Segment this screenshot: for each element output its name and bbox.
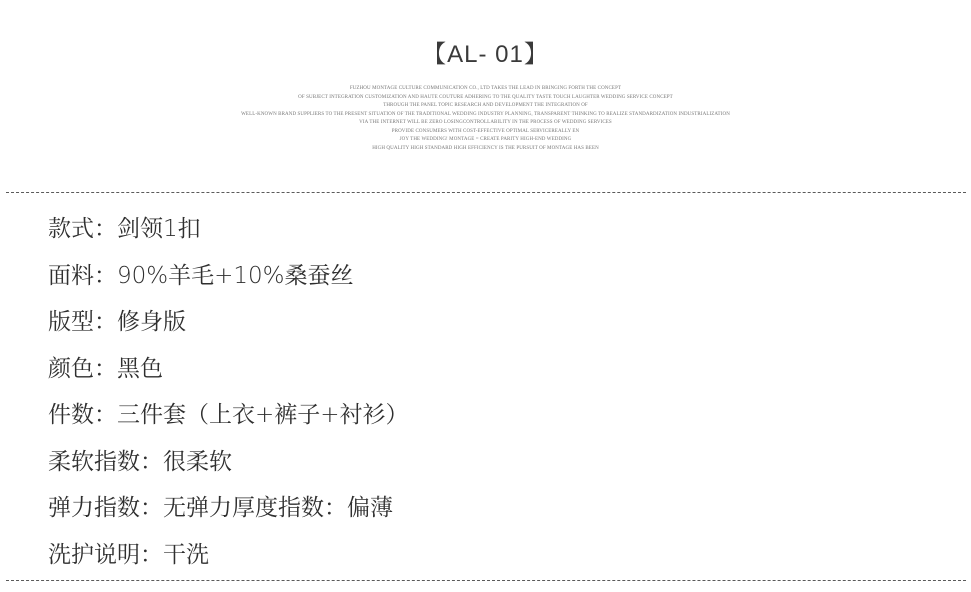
spec-label: 颜色 [48,355,94,382]
spec-care [48,532,409,579]
spec-elasticity [48,485,409,532]
tagline-line: THROUGH THE PANEL TOPIC RESEARCH AND DEVELOPMENT THE INTEGRATION OF [383,103,588,108]
spec-label: 洗护说明 [48,541,140,568]
tagline-line: HIGH QUALITY HIGH STANDARD HIGH EFFICIENCY IS THE PURSUIT OF MONTAGE HAS BEEN [372,145,599,151]
spec-value: 三件套（上衣+裤子+衬衫） [117,402,409,428]
tagline-line: WELL-KNOWN BRAND SUPPLIERS TO THE PRESENT SITUATION OF THE TRADITIONAL WEDDING INDUSTRY PLANNING, TRANSPARENT THINKING TO REALIZE STANDARDIZATION INDUSTRIALIZATION [241,111,730,117]
brand-tagline [0,85,971,153]
spec-fabric [48,253,409,300]
tagline-line: OF SUBJECT INTEGRATION CUSTOMIZATION AND HAUTE COUTURE ADHERING TO THE QUALITY TASTE TOUCH LAUGHTER WEDDING SERVICE CONCEPT [298,94,673,100]
spec-separator: ： [140,495,163,521]
spec-label: 版型 [48,309,94,335]
spec-separator: ： [94,402,117,428]
top-dashed-divider [6,192,966,193]
spec-label: 弹力指数 [48,495,140,521]
spec-separator: ： [94,262,117,289]
spec-fit [48,299,409,346]
spec-label: 柔软指数 [48,448,140,475]
spec-value: 90%羊毛+10%桑蚕丝 [117,262,354,289]
tagline-line: PROVIDE CONSUMERS WITH COST-EFFECTIVE OPTIMAL SERVICEREALLY EN [391,128,580,134]
bottom-dashed-divider [6,580,966,581]
spec-softness [48,439,409,486]
spec-value: 无弹力厚度指数：偏薄 [163,495,393,521]
spec-separator: ： [140,448,163,475]
spec-color [48,346,409,393]
spec-separator: ： [94,309,117,335]
spec-label: 款式 [48,216,94,242]
spec-label: 件数 [48,402,94,428]
spec-list [48,206,409,578]
spec-label: 面料 [48,262,94,289]
tagline-line: VIA THE INTERNET WILL BE ZERO LOSINGCONTROLLABILITY IN THE PROCESS OF WEDDING SERVICES [359,120,612,125]
spec-value: 干洗 [163,541,209,568]
tagline-line: JOY THE WEDDING! MONTAGE = CREATE PARITY HIGH-END WEDDING [399,137,572,142]
spec-separator: ： [140,541,163,568]
spec-value: 剑领1扣 [117,216,201,242]
spec-separator: ： [94,216,117,242]
spec-value: 修身版 [117,309,186,335]
spec-separator: ： [94,355,117,382]
spec-style [48,206,409,253]
spec-value: 黑色 [117,355,163,382]
spec-pieces [48,392,409,439]
tagline-line: FUZHOU MONTAGE CULTURE COMMUNICATION CO., LTD TAKES THE LEAD IN BRINGING FORTH THE CONCEPT [349,86,622,91]
product-code-title: 【AL- 01】 [422,41,549,68]
spec-value: 很柔软 [163,448,232,475]
